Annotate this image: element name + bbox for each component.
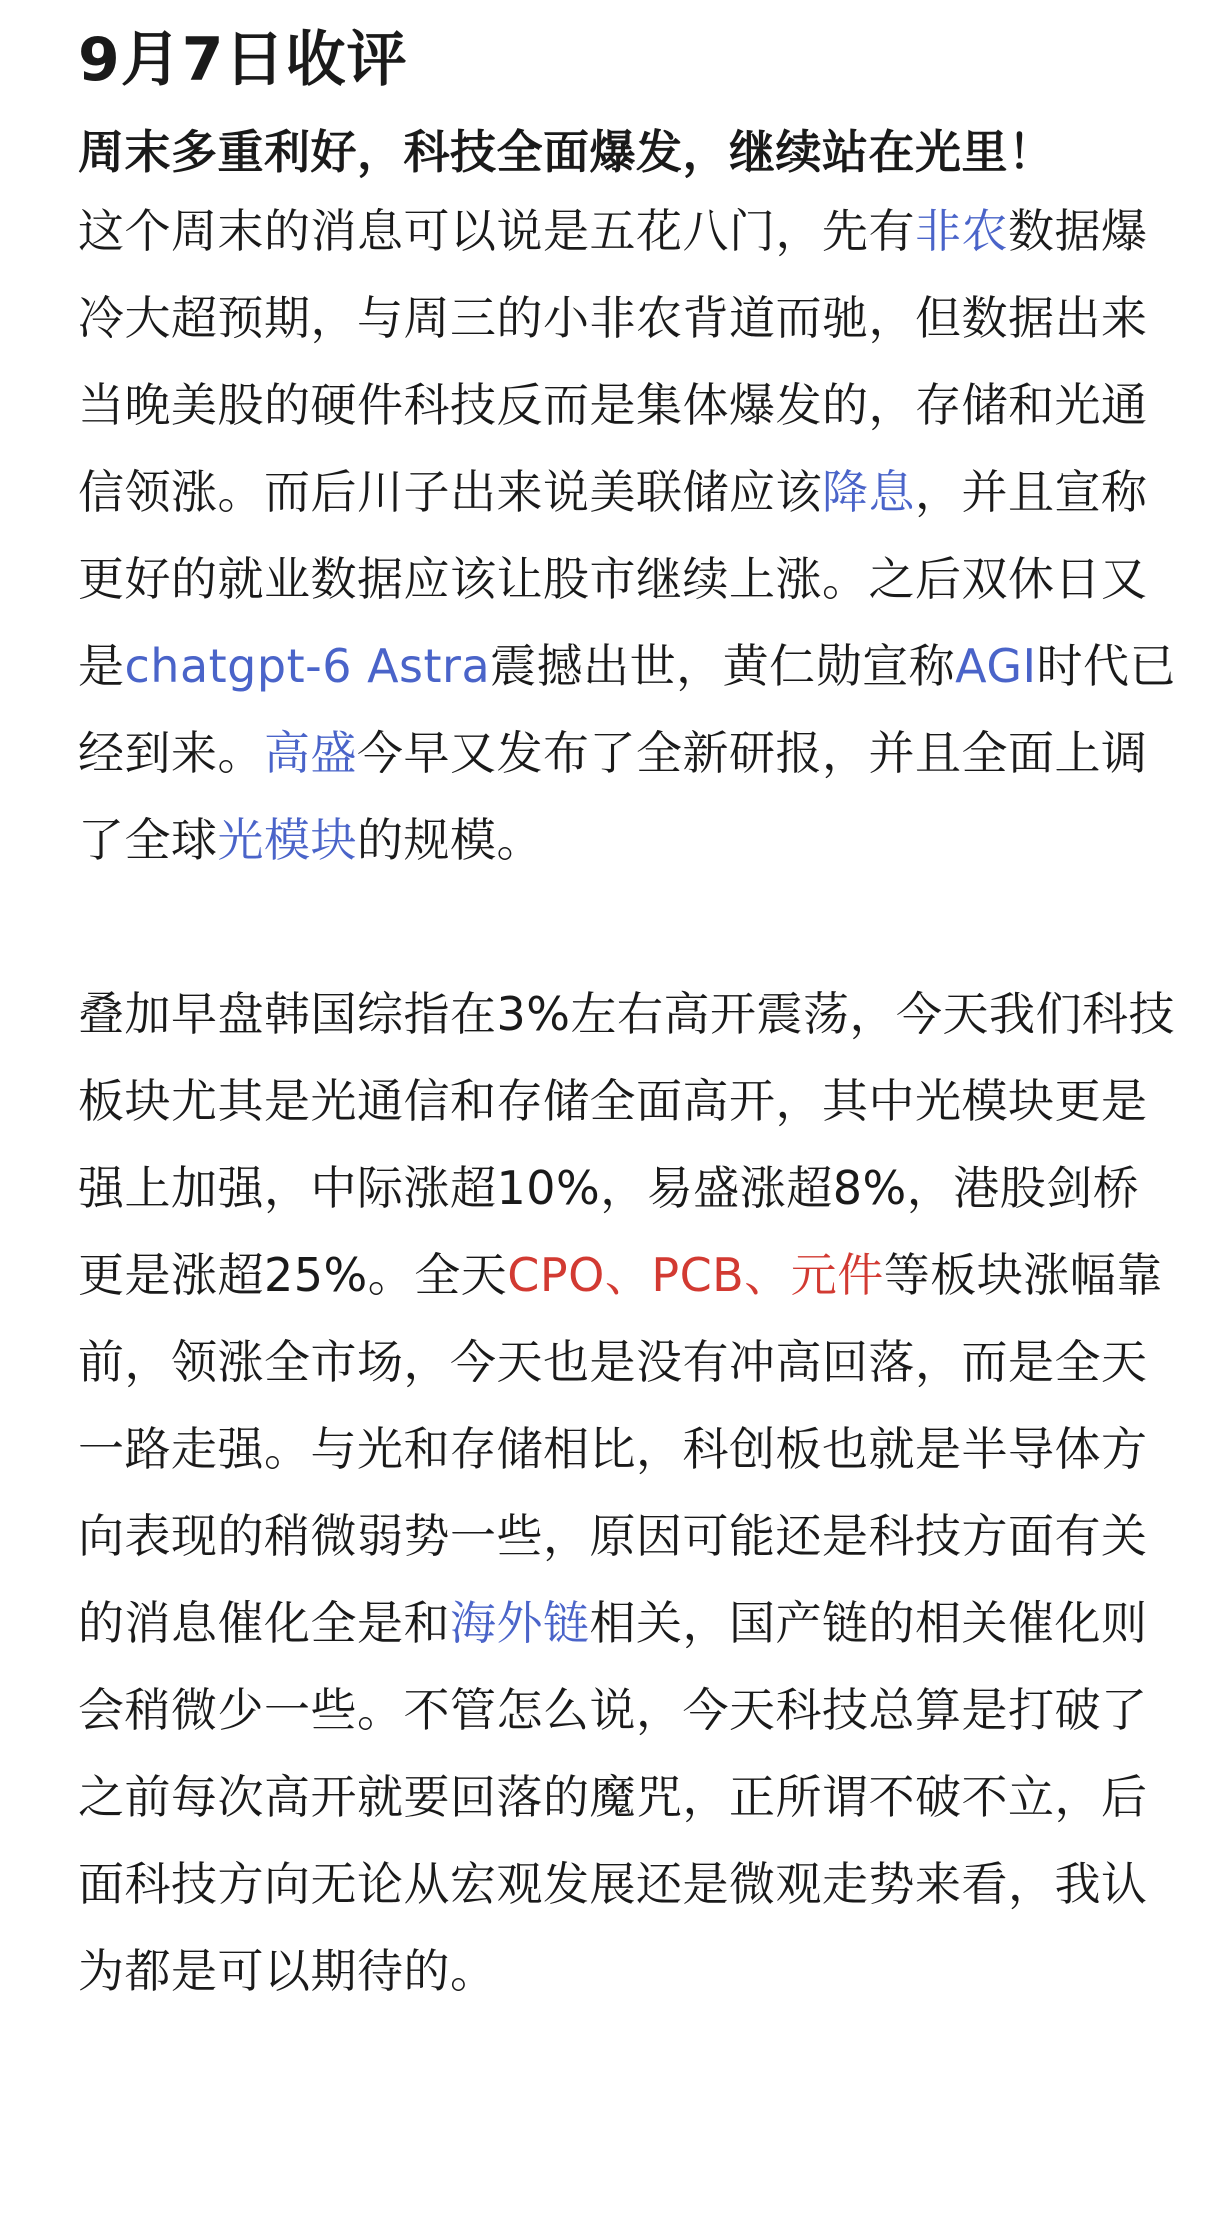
- highlight-keyword: 、: [744, 1248, 791, 1302]
- keyword-link[interactable]: chatgpt-6 Astra: [124, 639, 491, 693]
- article: [78, 18, 1178, 2015]
- paragraph-text: 时代已经到来。: [78, 639, 1177, 780]
- paragraph-text: 等板块涨幅靠前，领涨全市场，今天也是没有冲高回落，而是全天一路走强。与光和存储相比，科创板也就是半导体方向表现的稍微弱势一些，原因可能还是科技方面有关的消息催化全是和: [78, 1248, 1163, 1650]
- keyword-link[interactable]: 非农: [915, 204, 1008, 258]
- keyword-link[interactable]: AGI: [955, 639, 1037, 693]
- paragraph-text: 相关，国产链的相关催化则会稍微少一些。不管怎么说，今天科技总算是打破了之前每次高开就要回落的魔咒，正所谓不破不立，后面科技方向无论从宏观发展还是微观走势来看，我认为都是可以期待的。: [78, 1596, 1148, 1998]
- paragraph-text: ，并且宣称更好的就业数据应该让股市继续上涨。之后双休日又是: [78, 465, 1148, 693]
- article-title: 9月7日收评: [78, 25, 408, 95]
- paragraph-text: 今早又发布了全新研报，并且全面上调了全球: [78, 726, 1148, 867]
- keyword-link[interactable]: 海外链: [450, 1596, 590, 1650]
- keyword-link[interactable]: 高盛: [264, 726, 357, 780]
- keyword-link[interactable]: 光模块: [217, 813, 357, 867]
- article-subtitle: 周末多重利好，科技全面爆发，继续站在光里！: [78, 125, 1055, 179]
- highlight-keyword: CPO: [507, 1248, 605, 1302]
- article-paragraph-1: [78, 188, 1178, 884]
- highlight-keyword: 元件: [790, 1248, 884, 1302]
- paragraph-text: 叠加早盘韩国综指在3%左右高开震荡，今天我们科技板块尤其是光通信和存储全面高开，其中光模块更是强上加强，中际涨超10%，易盛涨超8%，港股剑桥更是涨超25%。全天: [78, 987, 1175, 1302]
- keyword-link[interactable]: 降息: [822, 465, 915, 519]
- paragraph-text: 震撼出世，黄仁勋宣称: [490, 639, 956, 693]
- highlight-keyword: 、: [604, 1248, 652, 1302]
- paragraph-text: 的规模。: [357, 813, 543, 867]
- article-paragraph-2: [78, 971, 1178, 2015]
- paragraph-text: 这个周末的消息可以说是五花八门，先有: [78, 204, 915, 258]
- paragraph-text: 数据爆冷大超预期，与周三的小非农背道而驰，但数据出来当晚美股的硬件科技反而是集体爆发的，存储和光通信领涨。而后川子出来说美联储应该: [78, 204, 1148, 519]
- highlight-keyword: PCB: [651, 1248, 745, 1302]
